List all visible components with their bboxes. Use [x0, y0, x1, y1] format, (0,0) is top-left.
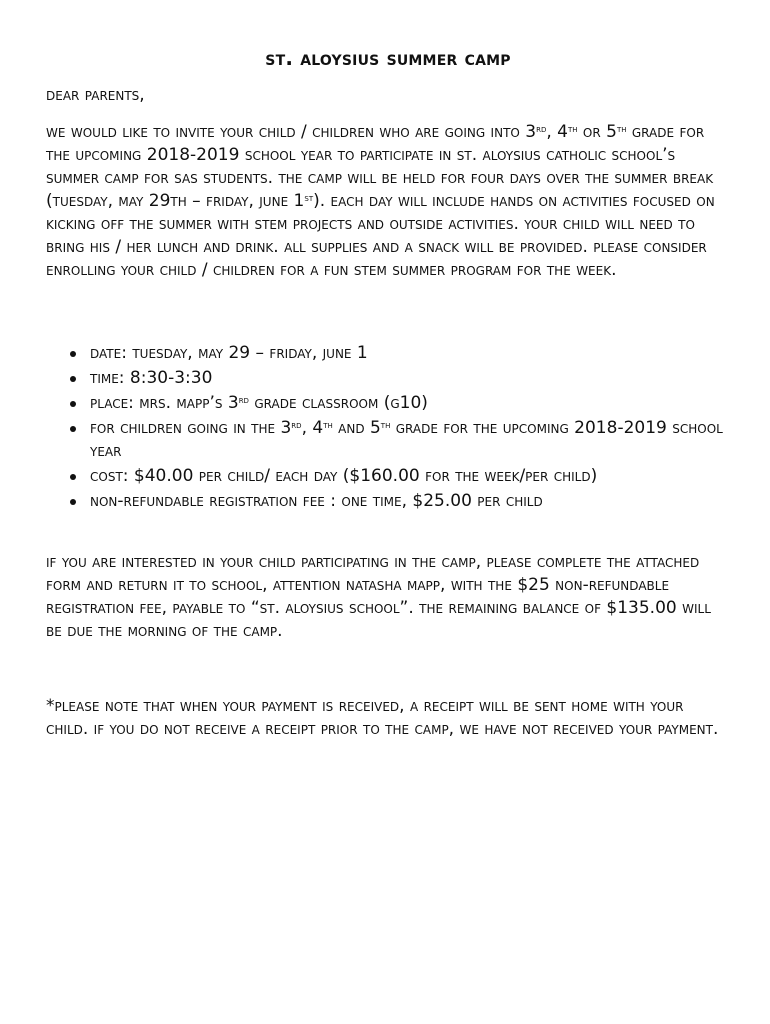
grades-sup-3: th: [380, 420, 391, 431]
intro-sup-1: rd: [536, 124, 547, 135]
intro-text-4: grade for the upcoming 2018-2019 school year to participate in st. aloysius catholic school’s summer camp for sas students. the camp will be held for four days over the summer break (tuesday, may 29th – friday, june 1: [46, 122, 714, 211]
intro-sup-4: st: [304, 193, 314, 204]
bullet-icon: [70, 474, 76, 480]
grades-text-d: grade for the upcoming 2018-2019 school year: [90, 418, 723, 461]
list-item-fee: [70, 490, 730, 513]
bullet-icon: [70, 376, 76, 382]
bullet-icon: [70, 426, 76, 432]
intro-sup-3: th: [616, 124, 627, 135]
letter-page: [46, 46, 730, 741]
spacer: [46, 643, 730, 695]
fee-text: non-refundable registration fee : one time, $25.00 per child: [90, 491, 543, 511]
payment-note: *please note that when your payment is received, a receipt will be sent home with your child. if you do not receive a receipt prior to the camp, we have not received your payment.: [46, 696, 719, 739]
date-text: date: tuesday, may 29 – friday, june 1: [90, 343, 368, 363]
spacer: [46, 282, 730, 342]
spacer: [46, 515, 730, 551]
intro-text-5: ). each day will include hands on activities focused on kicking off the summer with stem projects and outside activities. your child will need to bring his / her lunch and drink. all supplies and a snack will be provided. please consider enrolling your child / children for a fun stem summer program for the week.: [46, 191, 715, 280]
intro-paragraph: [46, 121, 730, 282]
time-text: time: 8:30-3:30: [90, 368, 213, 388]
cost-text: cost: $40.00 per child/ each day ($160.00 for the week/per child): [90, 466, 598, 486]
instructions-paragraph: if you are interested in your child participating in the camp, please complete the attached form and return it to school, attention natasha mapp, with the $25 non-refundable registration fee, payable to “st. aloysius school”. the remaining balance of $135.00 will be due the morning of the camp.: [46, 552, 711, 641]
place-text-a: place: mrs. mapp’s 3: [90, 393, 239, 413]
grades-text-b: , 4: [301, 418, 324, 438]
page-title: st. aloysius summer camp: [265, 46, 511, 70]
list-item-cost: [70, 465, 730, 488]
details-list: [46, 342, 730, 513]
intro-sup-2: th: [567, 124, 578, 135]
list-item-date: [70, 342, 730, 365]
list-item-grades: [70, 417, 730, 463]
intro-text-1: we would like to invite your child / children who are going into 3: [46, 122, 537, 142]
list-item-time: [70, 367, 730, 390]
salutation: dear parents,: [46, 85, 145, 105]
grades-text-c: and 5: [332, 418, 381, 438]
bullet-icon: [70, 401, 76, 407]
grades-sup-2: th: [323, 420, 333, 431]
grades-sup-1: rd: [291, 420, 302, 431]
place-text-b: grade classroom (g10): [248, 393, 428, 413]
bullet-icon: [70, 351, 76, 357]
place-sup: rd: [238, 395, 249, 406]
intro-text-2: , 4: [546, 122, 568, 142]
intro-text-3: or 5: [577, 122, 617, 142]
grades-text-a: for children going in the 3: [90, 418, 292, 438]
bullet-icon: [70, 499, 76, 505]
list-item-place: [70, 392, 730, 415]
